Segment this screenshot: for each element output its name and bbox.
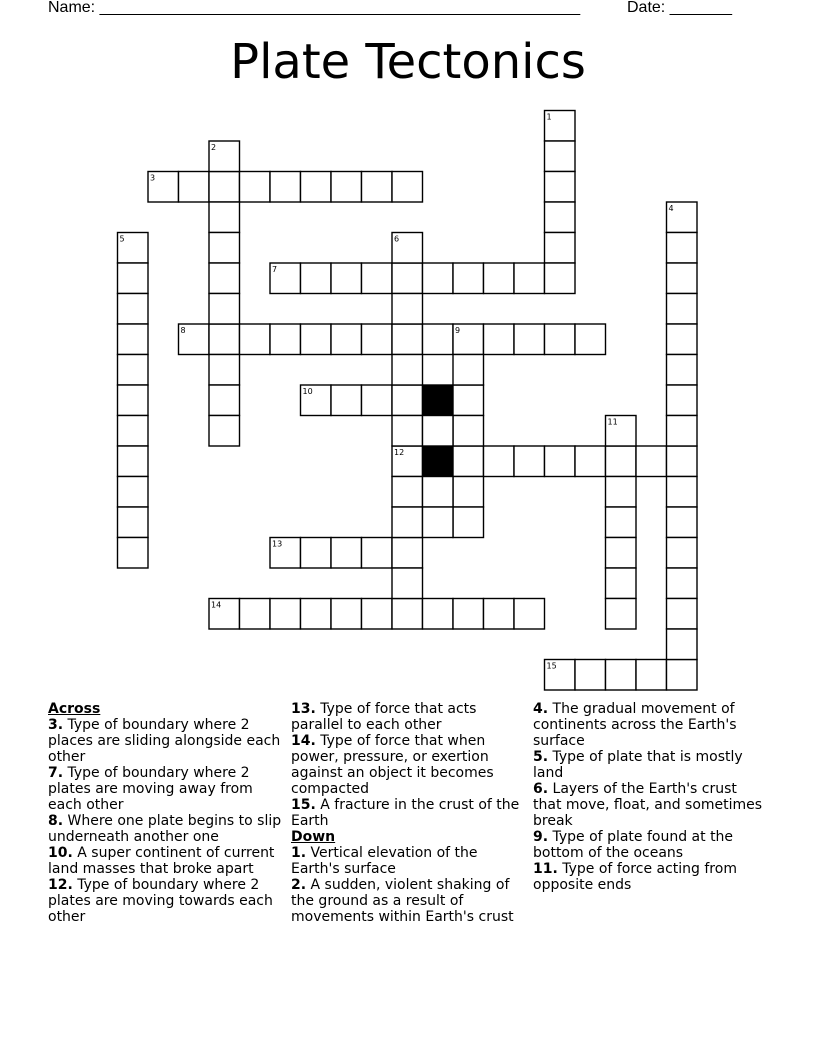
crossword-cell[interactable] [209,202,240,233]
crossword-cell[interactable] [301,172,332,203]
crossword-cell[interactable] [636,446,667,477]
crossword-cell[interactable] [575,446,606,477]
crossword-cell[interactable] [453,416,484,447]
clue-item [48,765,284,813]
crossword-cell[interactable] [118,507,149,538]
clue-number-5: 5 [119,234,125,244]
clue-num: 13. [291,701,316,717]
crossword-cell[interactable] [453,599,484,630]
crossword-cell[interactable] [545,141,576,172]
crossword-cell[interactable] [514,324,545,355]
crossword-cell[interactable] [331,385,362,416]
crossword-cell[interactable] [484,263,515,294]
crossword-cell[interactable] [118,538,149,569]
clue-number-10: 10 [302,387,313,396]
crossword-cell[interactable] [423,263,454,294]
clue-item [291,877,523,925]
crossword-cell[interactable] [392,172,423,203]
down-heading: Down [291,829,336,845]
crossword-cell[interactable] [301,599,332,630]
crossword-cell[interactable] [667,507,698,538]
crossword-cell[interactable] [545,233,576,264]
clue-item [48,845,284,877]
black-cell [423,446,454,477]
clue-text: Layers of the Earth's crust that move, float, and sometimes break [533,781,763,829]
clue-number-2: 2 [211,143,217,152]
clue-item [291,701,523,733]
clue-num: 12. [48,877,73,893]
crossword-cell[interactable] [331,172,362,203]
clue-text: Type of force acting from opposite ends [533,861,737,893]
crossword-cell[interactable] [453,385,484,416]
clue-text: Type of plate found at the bottom of the oceans [533,829,734,861]
crossword-cell[interactable] [118,477,149,508]
crossword-cell[interactable] [667,385,698,416]
crossword-cell[interactable] [575,324,606,355]
crossword-cell[interactable] [209,263,240,294]
crossword-cell[interactable] [392,599,423,630]
crossword-cell[interactable] [301,263,332,294]
crossword-cell[interactable] [118,324,149,355]
clue-item [291,733,523,797]
clue-text: Type of boundary where 2 plates are moving away from each other [48,765,253,813]
clue-item [533,781,765,829]
crossword-cell[interactable] [118,294,149,325]
crossword-cell[interactable] [209,355,240,386]
page-title: Plate Tectonics [230,34,586,90]
crossword-cell[interactable] [606,507,637,538]
across-heading: Across [48,701,101,717]
clue-text: Type of boundary where 2 plates are moving towards each other [48,877,273,925]
clue-text: The gradual movement of continents across the Earth's surface [533,701,737,749]
clue-number-7: 7 [272,265,278,274]
crossword-cell[interactable] [484,446,515,477]
clue-number-6: 6 [394,234,400,244]
crossword-cell[interactable] [514,446,545,477]
crossword-cell[interactable] [209,385,240,416]
crossword-cell[interactable] [362,263,393,294]
crossword-cell[interactable] [667,660,698,691]
clue-number-11: 11 [607,417,618,427]
crossword-cell[interactable] [667,629,698,660]
clue-item [291,797,523,829]
clue-num: 3. [48,717,64,733]
crossword-cell[interactable] [667,568,698,599]
crossword-cell[interactable] [453,263,484,294]
crossword-cell[interactable] [667,263,698,294]
crossword-cell[interactable] [545,446,576,477]
crossword-cell[interactable] [331,263,362,294]
crossword-cell[interactable] [545,172,576,203]
crossword-cell[interactable] [453,507,484,538]
clue-number-1: 1 [546,112,552,122]
clue-number-4: 4 [668,204,674,213]
crossword-cell[interactable] [606,477,637,508]
clue-item [48,813,284,845]
crossword-cell[interactable] [331,538,362,569]
crossword-cell[interactable] [667,538,698,569]
clue-item [48,877,284,925]
crossword-cell[interactable] [362,172,393,203]
crossword-cell[interactable] [118,416,149,447]
clue-text: A super continent of current land masses that broke apart [48,845,275,877]
crossword-cell[interactable] [301,538,332,569]
crossword-cell[interactable] [118,355,149,386]
clue-number-9: 9 [455,326,461,335]
clue-number-15: 15 [546,661,557,671]
crossword-cell[interactable] [118,385,149,416]
crossword-cell[interactable] [118,263,149,294]
crossword-cell[interactable] [667,324,698,355]
clue-text: Type of boundary where 2 places are sliding alongside each other [48,717,281,765]
clue-num: 5. [533,749,549,765]
crossword-cell[interactable] [392,355,423,386]
crossword-cell[interactable] [667,233,698,264]
clue-num: 1. [291,845,307,861]
crossword-cell[interactable] [301,324,332,355]
clue-item [533,861,765,893]
date-field[interactable]: Date: _______ [627,0,732,16]
crossword-cell[interactable] [179,172,210,203]
crossword-cell[interactable] [606,446,637,477]
crossword-cell[interactable] [331,324,362,355]
clue-num: 4. [533,701,549,717]
crossword-cell[interactable] [392,538,423,569]
crossword-cell[interactable] [240,172,271,203]
crossword-cell[interactable] [209,416,240,447]
crossword-cell[interactable] [423,477,454,508]
clue-num: 14. [291,733,316,749]
crossword-cell[interactable] [484,599,515,630]
crossword-cell[interactable] [209,324,240,355]
crossword-cell[interactable] [392,385,423,416]
clues-column-3 [533,701,765,893]
crossword-cell[interactable] [209,294,240,325]
crossword-cell[interactable] [331,599,362,630]
crossword-cell[interactable] [392,568,423,599]
crossword-cell[interactable] [606,599,637,630]
crossword-cell[interactable] [270,324,301,355]
clue-num: 11. [533,861,558,877]
crossword-cell[interactable] [270,172,301,203]
crossword-cell[interactable] [606,660,637,691]
crossword-cell[interactable] [270,599,301,630]
clue-item [291,845,523,877]
crossword-cell[interactable] [209,172,240,203]
crossword-cell[interactable] [392,416,423,447]
crossword-cell[interactable] [392,507,423,538]
crossword-cell[interactable] [667,294,698,325]
clue-text: Where one plate begins to slip underneath another one [48,813,282,845]
crossword-cell[interactable] [636,660,667,691]
clue-text: Type of plate that is mostly land [533,749,743,781]
crossword-cell[interactable] [575,660,606,691]
clue-item [48,717,284,765]
clue-num: 9. [533,829,549,845]
crossword-cell[interactable] [362,324,393,355]
crossword-cell[interactable] [484,324,515,355]
clue-text: Type of force that acts parallel to each other [291,701,477,733]
crossword-cell[interactable] [362,385,393,416]
clue-num: 15. [291,797,316,813]
crossword-cell[interactable] [667,446,698,477]
crossword-cell[interactable] [514,599,545,630]
crossword-cell[interactable] [453,446,484,477]
clue-num: 7. [48,765,64,781]
crossword-cell[interactable] [667,477,698,508]
clue-number-3: 3 [150,173,156,183]
black-cell [423,385,454,416]
crossword-cell[interactable] [392,263,423,294]
crossword-cell[interactable] [667,416,698,447]
crossword-cell[interactable] [545,263,576,294]
crossword-cell[interactable] [667,355,698,386]
clue-number-12: 12 [394,448,405,457]
crossword-cell[interactable] [423,324,454,355]
crossword-cell[interactable] [667,599,698,630]
clue-text: Vertical elevation of the Earth's surface [291,845,478,877]
crossword-cell[interactable] [606,538,637,569]
crossword-cell[interactable] [453,477,484,508]
crossword-cell[interactable] [392,477,423,508]
clue-number-13: 13 [272,539,283,549]
crossword-cell[interactable] [118,446,149,477]
crossword-cell[interactable] [362,538,393,569]
clue-num: 6. [533,781,549,797]
clue-num: 2. [291,877,307,893]
crossword-cell[interactable] [606,568,637,599]
clue-item [533,829,765,861]
crossword-cell[interactable] [453,355,484,386]
clue-item [533,749,765,781]
clue-item [533,701,765,749]
crossword-cell[interactable] [240,599,271,630]
clue-number-14: 14 [211,600,222,610]
clue-num: 8. [48,813,64,829]
crossword-cell[interactable] [362,599,393,630]
crossword-cell[interactable] [392,294,423,325]
crossword-cell[interactable] [423,507,454,538]
crossword-cell[interactable] [423,416,454,447]
crossword-cell[interactable] [545,324,576,355]
clue-text: A fracture in the crust of the Earth [291,797,520,829]
clues-column-2 [291,701,523,925]
crossword-cell[interactable] [392,324,423,355]
crossword-cell[interactable] [209,233,240,264]
crossword-cell[interactable] [545,202,576,233]
clue-text: Type of force that when power, pressure, or exertion against an object it becomes compacted [291,733,494,797]
clue-num: 10. [48,845,73,861]
name-field[interactable]: Name: ______________________________________________________ [48,0,581,16]
crossword-cell[interactable] [514,263,545,294]
crossword-cell[interactable] [423,599,454,630]
crossword-cell[interactable] [240,324,271,355]
clue-number-8: 8 [180,326,186,335]
clue-text: A sudden, violent shaking of the ground as a result of movements within Earth's crust [291,877,514,925]
clues-column-1 [48,701,284,925]
